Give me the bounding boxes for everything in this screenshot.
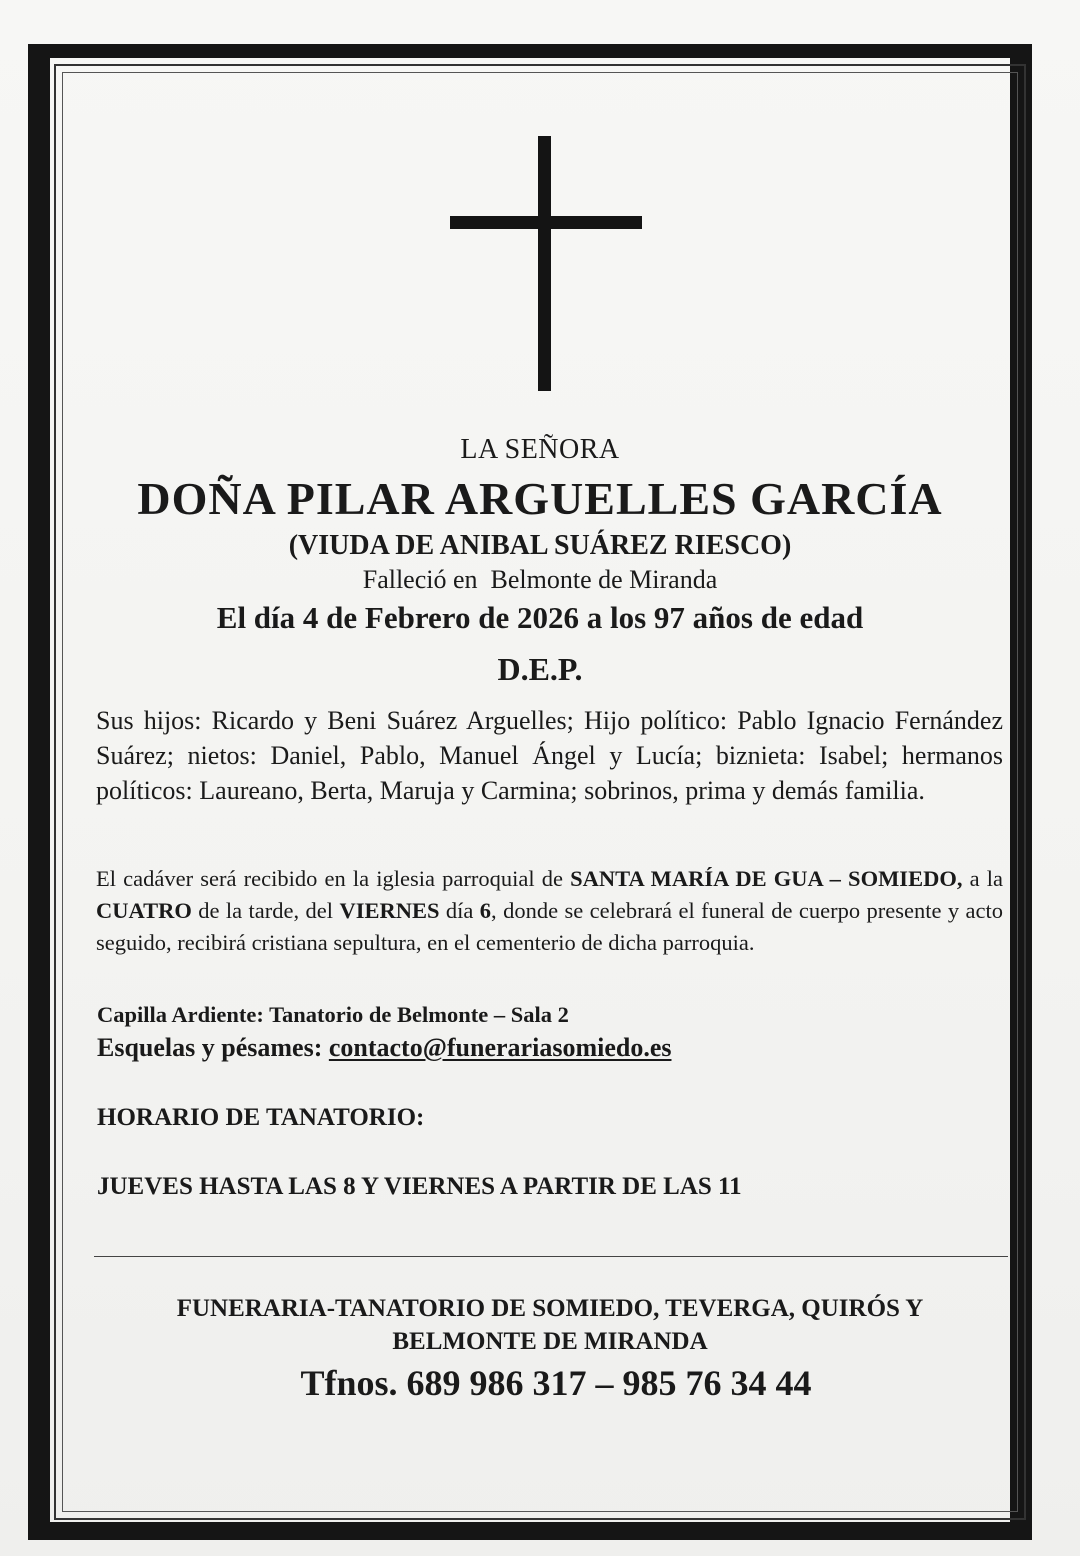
deceased-name: DOÑA PILAR ARGUELLES GARCÍA	[137, 473, 943, 524]
funeral-day: VIERNES	[339, 898, 440, 923]
funeral-home-line-2: BELMONTE DE MIRANDA	[392, 1328, 708, 1355]
funeral-text-1: El cadáver será recibido en la iglesia parroquial de	[96, 866, 571, 891]
widow-of-line: (VIUDA DE ANIBAL SUÁREZ RIESCO)	[288, 530, 792, 561]
title-label: LA SEÑORA	[460, 434, 620, 465]
cross-icon	[450, 136, 642, 391]
family-paragraph: Sus hijos: Ricardo y Beni Suárez Arguelles; Hijo político: Pablo Ignacio Fernández Suárez; nietos: Daniel, Pablo, Manuel Ángel y Lucía; biznieta: Isabel; hermanos políticos: Laureano, Berta, Maruja y Carmina; sobrinos, prima y demás familia.	[96, 706, 1003, 805]
condolences-email-link[interactable]: contacto@funerariasomiedo.es	[328, 1033, 672, 1062]
phone-numbers: Tfnos. 689 986 317 – 985 76 34 44	[300, 1363, 812, 1403]
funeral-text-2: a la	[962, 866, 1003, 891]
date-and-age: El día 4 de Febrero de 2026 a los 97 años de edad	[216, 600, 864, 635]
cross-vertical-bar	[538, 136, 551, 391]
funeral-home-name	[90, 1292, 1010, 1358]
footer-divider	[94, 1256, 1008, 1257]
dep-label: D.E.P.	[497, 651, 583, 687]
funeral-time: CUATRO	[96, 898, 192, 923]
funeral-paragraph	[96, 863, 1003, 959]
funeral-day-number: 6	[479, 898, 492, 923]
wake-hours: JUEVES HASTA LAS 8 Y VIERNES A PARTIR DE LAS 11	[97, 1173, 742, 1200]
funeral-home-line-1: FUNERARIA-TANATORIO DE SOMIEDO, TEVERGA, QUIRÓS Y	[176, 1295, 924, 1322]
funeral-text-5: , donde se celebrará el funeral de cuerpo presente y acto seguido, recibirá cristiana sepultura, en el cementerio de dicha parroquia.	[96, 898, 1003, 955]
wake-hours-heading: HORARIO DE TANATORIO:	[97, 1104, 425, 1131]
funeral-text-4: día	[439, 898, 480, 923]
place-of-death: Falleció en Belmonte de Miranda	[362, 565, 718, 594]
condolences-label: Esquelas y pésames:	[97, 1033, 329, 1062]
cross-horizontal-bar	[450, 216, 642, 229]
church-name: SANTA MARÍA DE GUA – SOMIEDO,	[570, 866, 963, 891]
funeral-text-3: de la tarde, del	[191, 898, 340, 923]
chapel-info: Capilla Ardiente: Tanatorio de Belmonte – Sala 2	[97, 1002, 569, 1027]
condolences-line	[97, 1033, 671, 1063]
